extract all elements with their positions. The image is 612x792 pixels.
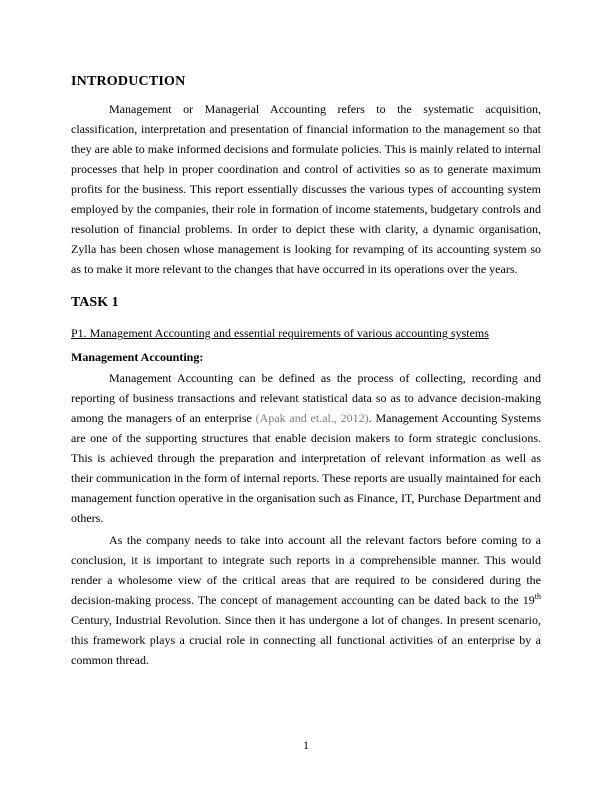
- p1-section-heading: P1. Management Accounting and essential requirements of various accounting systems: [71, 326, 489, 340]
- paragraph-text-segment: . Management Accounting Systems are one of the supporting structures that enable decision makers to form strategic conclusions. This is achieved through the preparation and interpretation of relevant information as well as their communication in the form of internal reports. These reports are usually maintained for each management function operative in the organisation such as Finance, IT, Purchase Department and others.: [71, 411, 541, 525]
- task1-heading: TASK 1: [71, 295, 119, 310]
- introduction-paragraph: Management or Managerial Accounting refers to the systematic acquisition, classification, interpretation and presentation of financial information to the management so that they are able to make informed decisions and formulate policies. This is mainly related to internal processes that help in proper coordination and control of activities so as to generate maximum profits for the business. This report essentially discusses the various types of accounting system employed by the companies, their role in formation of income statements, budgetary controls and resolution of financial problems. In order to depict these with clarity, a dynamic organisation, Zylla has been chosen whose management is looking for revamping of its accounting system so as to make it more relevant to the changes that have occurred in its operations over the years.: [71, 102, 541, 276]
- management-accounting-paragraph-1: [71, 368, 541, 528]
- page-number: 1: [303, 738, 309, 752]
- document-content: [71, 74, 541, 672]
- paragraph-text-segment: Century, Industrial Revolution. Since then it has undergone a lot of changes. In present scenario, this framework plays a crucial role in connecting all functional activities of an enterprise by a common thread.: [71, 613, 541, 667]
- management-accounting-subheading: Management Accounting:: [71, 350, 204, 364]
- management-accounting-paragraph-2: [71, 530, 541, 670]
- paragraph-text-segment: Management Accounting can be defined as the process of collecting, recording and reporting of business transactions and relevant statistical data so as to advance decision-making among the managers of an enterprise: [71, 371, 541, 425]
- paragraph-text-segment: As the company needs to take into account all the relevant factors before coming to a conclusion, it is important to integrate such reports in a comprehensible manner. This would render a wholesome view of the critical areas that are required to be considered during the decision-making process. The concept of management accounting can be dated back to the 19: [71, 533, 541, 607]
- ordinal-superscript: th: [534, 592, 541, 601]
- citation-reference: (Apak and et.al., 2012): [255, 411, 369, 425]
- introduction-heading: INTRODUCTION: [71, 74, 186, 89]
